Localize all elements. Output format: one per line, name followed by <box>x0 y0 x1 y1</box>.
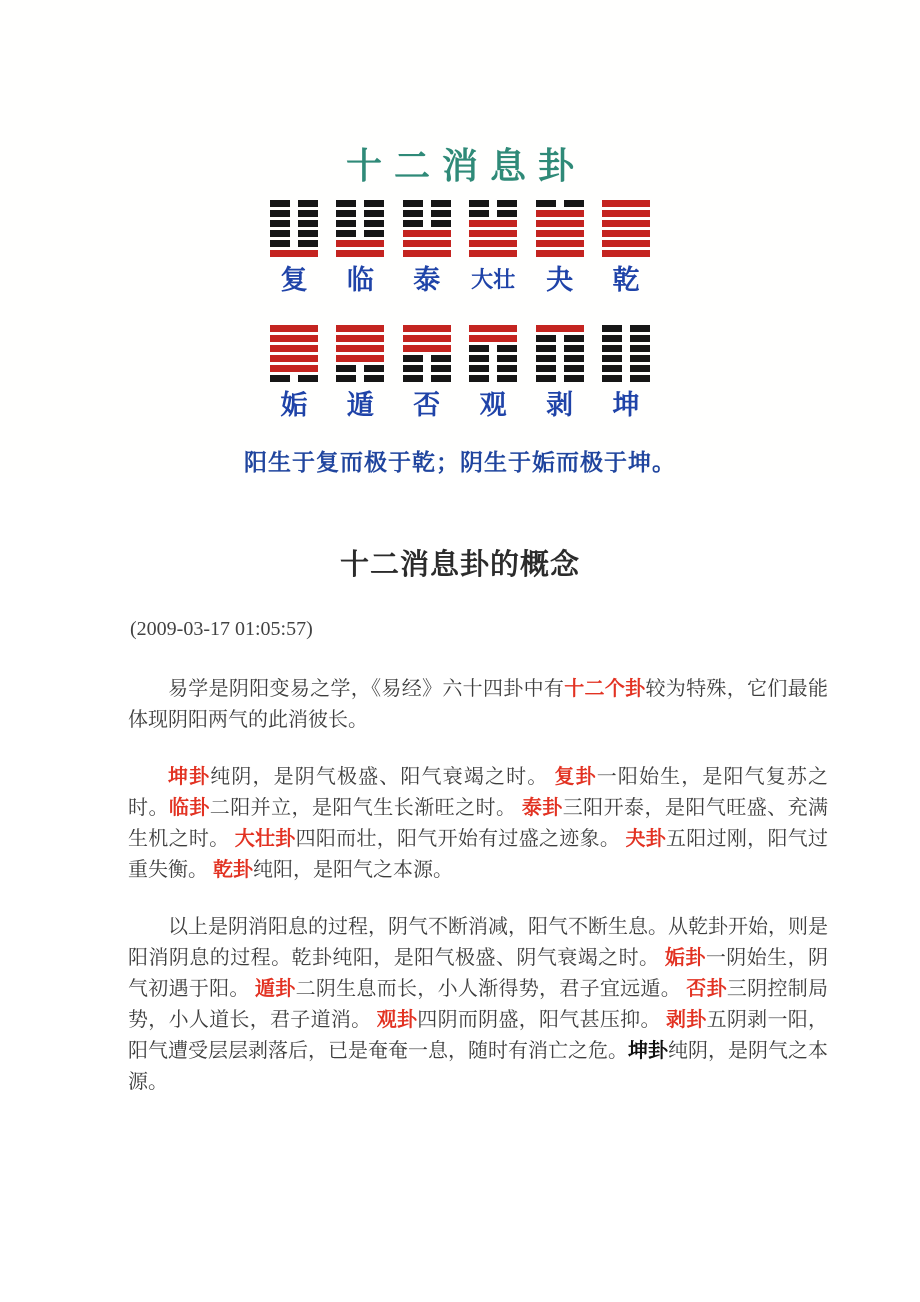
text-run: 四阴而阴盛，阳气甚压抑。 <box>417 1009 667 1031</box>
yang-line <box>270 345 318 352</box>
highlight-term: 剥卦 <box>666 1009 707 1031</box>
hexagram-name: 观 <box>479 390 507 420</box>
text-run: 五阴剥一阳，阳气遭受层层剥落后，已是奄奄一息，随时有消亡之危。 <box>128 1009 829 1062</box>
hexagram-name: 姤 <box>280 390 308 420</box>
yin-line <box>536 200 584 207</box>
text-run: 三阳开泰，是阳气旺盛、充满生机之时。 <box>128 797 829 850</box>
yang-line <box>536 325 584 332</box>
yang-line <box>270 365 318 372</box>
yin-line <box>602 365 650 372</box>
yang-line <box>336 355 384 362</box>
article-body <box>128 674 828 1098</box>
yin-line <box>403 210 451 217</box>
yang-line <box>536 210 584 217</box>
hexagram-figure <box>602 325 650 382</box>
yin-line <box>403 200 451 207</box>
text-run: 纯阴，是阴气极盛、阳气衰竭之时。 <box>210 766 555 788</box>
yin-line <box>602 375 650 382</box>
hexagram-cell <box>468 325 518 420</box>
hexagram-name: 临 <box>346 265 374 295</box>
yang-line <box>469 230 517 237</box>
hexagram-cell <box>468 200 518 295</box>
text-run: 五阳过刚，阳气过重失衡。 <box>128 828 829 881</box>
yin-line <box>336 230 384 237</box>
hexagram-figure <box>270 200 318 257</box>
yin-line <box>270 375 318 382</box>
hexagram-name: 大壮 <box>471 267 516 292</box>
yang-line <box>403 335 451 342</box>
hexagram-figure <box>270 325 318 382</box>
hexagram-rows <box>0 200 920 420</box>
yin-line <box>602 345 650 352</box>
yang-line <box>403 250 451 257</box>
yang-line <box>469 240 517 247</box>
yang-line <box>602 210 650 217</box>
hexagram-name: 乾 <box>612 265 640 295</box>
yang-line <box>403 325 451 332</box>
yang-line <box>469 250 517 257</box>
yang-line <box>270 355 318 362</box>
diagram-caption: 阳生于复而极于乾；阴生于姤而极于坤。 <box>244 450 676 475</box>
hexagram-figure <box>602 200 650 257</box>
yin-line <box>536 335 584 342</box>
yin-line <box>469 355 517 362</box>
hexagram-cell <box>535 325 585 420</box>
yin-line <box>602 335 650 342</box>
hexagram-figure <box>536 325 584 382</box>
hexagram-cell <box>335 325 385 420</box>
yin-line <box>336 365 384 372</box>
yang-line <box>536 240 584 247</box>
hexagram-cell <box>535 200 585 295</box>
hexagram-name: 遁 <box>346 390 374 420</box>
yin-line <box>270 210 318 217</box>
yang-line <box>336 335 384 342</box>
yang-line <box>270 250 318 257</box>
hexagram-figure <box>469 325 517 382</box>
highlight-term: 大壮卦 <box>234 828 296 850</box>
hexagram-diagram <box>0 0 920 478</box>
text-run: 纯阴，是阴气之本源。 <box>128 1040 828 1093</box>
article-paragraph <box>128 912 828 1098</box>
highlight-term: 十二个卦 <box>564 678 646 700</box>
yin-line <box>602 325 650 332</box>
text-run: 二阳并立，是阳气生长渐旺之时。 <box>209 797 522 819</box>
highlight-term: 泰卦 <box>521 797 563 819</box>
hexagram-figure <box>336 325 384 382</box>
highlight-term: 观卦 <box>376 1009 418 1031</box>
yang-line <box>270 325 318 332</box>
yang-line <box>270 335 318 342</box>
post-timestamp: (2009-03-17 01:05:57) <box>130 618 313 640</box>
highlight-term: 坤卦 <box>168 766 211 788</box>
yin-line <box>536 375 584 382</box>
yin-line <box>270 200 318 207</box>
bold-term: 坤卦 <box>628 1040 668 1062</box>
hexagram-cell <box>269 325 319 420</box>
yang-line <box>536 220 584 227</box>
text-run: 纯阳，是阳气之本源。 <box>253 859 453 881</box>
yin-line <box>336 200 384 207</box>
highlight-term: 遁卦 <box>255 978 296 1000</box>
hexagram-cell <box>601 325 651 420</box>
hexagram-figure <box>403 200 451 257</box>
yin-line <box>270 240 318 247</box>
yin-line <box>403 365 451 372</box>
highlight-term: 临卦 <box>168 797 210 819</box>
hexagram-row <box>269 200 651 295</box>
yang-line <box>602 250 650 257</box>
yin-line <box>336 220 384 227</box>
yang-line <box>403 230 451 237</box>
yin-line <box>469 375 517 382</box>
yang-line <box>469 335 517 342</box>
hexagram-cell <box>601 200 651 295</box>
article-title: 十二消息卦的概念 <box>339 549 580 581</box>
yin-line <box>536 355 584 362</box>
yang-line <box>336 345 384 352</box>
diagram-title: 十二消息卦 <box>345 146 586 186</box>
yang-line <box>336 250 384 257</box>
yin-line <box>469 365 517 372</box>
highlight-term: 夬卦 <box>625 828 667 850</box>
yang-line <box>469 220 517 227</box>
yang-line <box>336 325 384 332</box>
hexagram-cell <box>402 200 452 295</box>
yin-line <box>403 355 451 362</box>
yin-line <box>602 355 650 362</box>
highlight-term: 乾卦 <box>213 859 253 881</box>
text-run: 以上是阴消阳息的过程，阴气不断消减，阳气不断生息。从乾卦开始，则是阳消阴息的过程。乾卦纯阳，是阳气极盛、阴气衰竭之时。 <box>128 916 828 969</box>
hexagram-name: 复 <box>280 265 308 295</box>
hexagram-cell <box>335 200 385 295</box>
yin-line <box>336 210 384 217</box>
yang-line <box>403 240 451 247</box>
hexagram-row <box>269 325 651 420</box>
article-paragraph <box>128 674 828 736</box>
article-paragraph <box>128 762 828 886</box>
yang-line <box>602 220 650 227</box>
text-run: 较为特殊，它们最能体现阴阳两气的此消彼长。 <box>128 678 828 731</box>
text-run: 一阴始生，阴气初遇于阳。 <box>128 947 829 1000</box>
yin-line <box>270 230 318 237</box>
hexagram-cell <box>402 325 452 420</box>
hexagram-name: 泰 <box>413 265 441 295</box>
hexagram-figure <box>536 200 584 257</box>
yang-line <box>336 240 384 247</box>
yang-line <box>469 325 517 332</box>
hexagram-name: 夬 <box>546 265 574 295</box>
text-run: 一阳始生，是阳气复苏之时。 <box>128 766 829 819</box>
highlight-term: 姤卦 <box>664 947 706 969</box>
text-run: 三阴控制局势，小人道长，君子道消。 <box>128 978 829 1031</box>
hexagram-figure <box>469 200 517 257</box>
hexagram-name: 否 <box>413 390 441 420</box>
yin-line <box>469 345 517 352</box>
yang-line <box>536 230 584 237</box>
yin-line <box>403 375 451 382</box>
yin-line <box>536 345 584 352</box>
yang-line <box>602 200 650 207</box>
yang-line <box>602 240 650 247</box>
text-run: 四阳而壮，阳气开始有过盛之迹象。 <box>295 828 626 850</box>
yin-line <box>469 200 517 207</box>
highlight-term: 复卦 <box>554 766 597 788</box>
hexagram-cell <box>269 200 319 295</box>
text-run: 易学是阴阳变易之学，《易经》六十四卦中有 <box>168 678 565 700</box>
yang-line <box>602 230 650 237</box>
hexagram-figure <box>336 200 384 257</box>
text-run: 二阴生息而长，小人渐得势，君子宜远遁。 <box>295 978 687 1000</box>
yang-line <box>536 250 584 257</box>
hexagram-figure <box>403 325 451 382</box>
yang-line <box>403 345 451 352</box>
highlight-term: 否卦 <box>686 978 727 1000</box>
yin-line <box>469 210 517 217</box>
yin-line <box>403 220 451 227</box>
yin-line <box>336 375 384 382</box>
yin-line <box>270 220 318 227</box>
hexagram-name: 剥 <box>546 390 574 420</box>
hexagram-name: 坤 <box>612 390 640 420</box>
yin-line <box>536 365 584 372</box>
